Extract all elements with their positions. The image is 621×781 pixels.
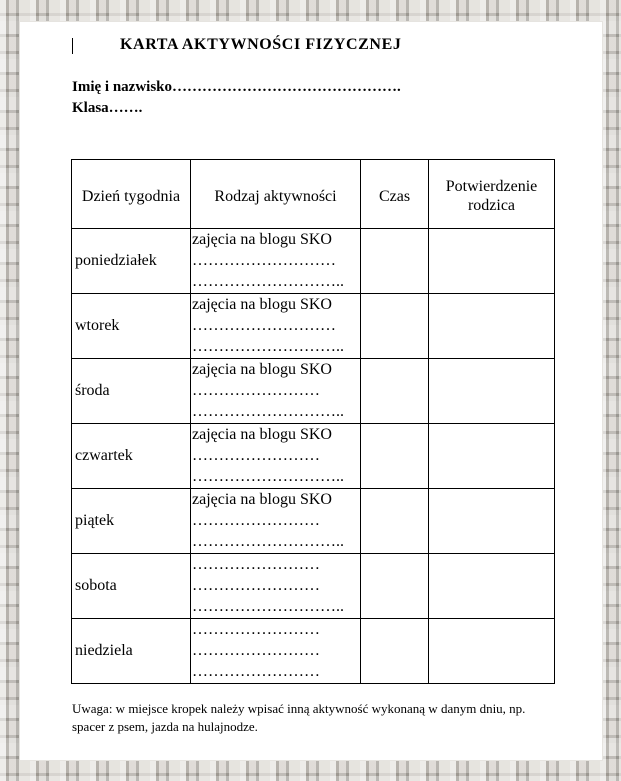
activity-line: ……………………….. — [192, 403, 344, 420]
activity-cell[interactable] — [191, 294, 361, 359]
confirmation-cell[interactable] — [429, 359, 555, 424]
activity-line: …………………… — [192, 642, 320, 659]
activity-line: …………………… — [192, 577, 320, 594]
header-time: Czas — [361, 160, 429, 229]
time-cell[interactable] — [361, 554, 429, 619]
header-day: Dzień tygodnia — [72, 160, 191, 229]
activity-cell[interactable] — [191, 359, 361, 424]
header-parent-confirmation: Potwierdzenie rodzica — [429, 160, 555, 229]
activity-line: ……………………… — [192, 317, 336, 334]
day-cell: niedziela — [72, 619, 191, 684]
text-cursor — [72, 38, 73, 54]
day-cell: wtorek — [72, 294, 191, 359]
table-row — [72, 294, 555, 359]
activity-line: …………………… — [192, 382, 320, 399]
activity-line: …………………… — [192, 447, 320, 464]
time-cell[interactable] — [361, 359, 429, 424]
time-cell[interactable] — [361, 489, 429, 554]
day-cell: sobota — [72, 554, 191, 619]
activity-cell[interactable] — [191, 229, 361, 294]
time-cell[interactable] — [361, 619, 429, 684]
day-cell: czwartek — [72, 424, 191, 489]
confirmation-cell[interactable] — [429, 619, 555, 684]
confirmation-cell[interactable] — [429, 489, 555, 554]
footnote: Uwaga: w miejsce kropek należy wpisać inną aktywność wykonaną w danym dniu, np. spacer z psem, jazda na hulajnodze. — [72, 701, 526, 734]
day-cell: środa — [72, 359, 191, 424]
activity-line: zajęcia na blogu SKO — [192, 296, 332, 313]
activity-line: ……………………….. — [192, 273, 344, 290]
table-header-row — [72, 160, 555, 229]
confirmation-cell[interactable] — [429, 294, 555, 359]
time-cell[interactable] — [361, 424, 429, 489]
activity-line: ……………………….. — [192, 468, 344, 485]
activity-line: ……………………… — [192, 252, 336, 269]
activity-line: ……………………….. — [192, 598, 344, 615]
activity-cell[interactable] — [191, 489, 361, 554]
confirmation-cell[interactable] — [429, 554, 555, 619]
activity-line: ……………………….. — [192, 533, 344, 550]
class-field[interactable]: Klasa……. — [72, 100, 143, 116]
name-field[interactable]: Imię i nazwisko………………………………………. — [72, 79, 401, 95]
time-cell[interactable] — [361, 294, 429, 359]
table-row — [72, 359, 555, 424]
activity-line: zajęcia na blogu SKO — [192, 426, 332, 443]
confirmation-cell[interactable] — [429, 229, 555, 294]
table-row — [72, 554, 555, 619]
activity-line: …………………… — [192, 621, 320, 638]
activity-line: zajęcia na blogu SKO — [192, 231, 332, 248]
time-cell[interactable] — [361, 229, 429, 294]
activity-line: zajęcia na blogu SKO — [192, 491, 332, 508]
activity-line: zajęcia na blogu SKO — [192, 361, 332, 378]
day-cell: poniedziałek — [72, 229, 191, 294]
table-row — [72, 489, 555, 554]
activity-line: …………………… — [192, 556, 320, 573]
activity-cell[interactable] — [191, 554, 361, 619]
activity-line: ……………………….. — [192, 338, 344, 355]
table-row — [72, 229, 555, 294]
page-title: KARTA AKTYWNOŚCI FIZYCZNEJ — [120, 36, 402, 53]
activity-table — [71, 159, 555, 684]
header-activity: Rodzaj aktywności — [191, 160, 361, 229]
activity-line: …………………… — [192, 512, 320, 529]
table-row — [72, 424, 555, 489]
activity-cell[interactable] — [191, 619, 361, 684]
activity-cell[interactable] — [191, 424, 361, 489]
confirmation-cell[interactable] — [429, 424, 555, 489]
day-cell: piątek — [72, 489, 191, 554]
table-row — [72, 619, 555, 684]
activity-line: …………………… — [192, 663, 320, 680]
